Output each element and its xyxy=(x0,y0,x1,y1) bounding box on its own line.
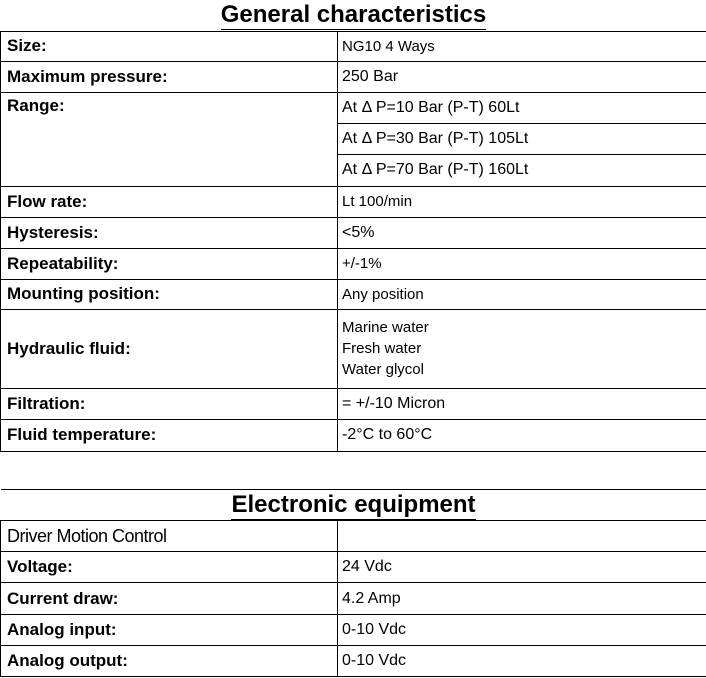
current-draw-value: 4.2 Amp xyxy=(338,583,706,615)
flow-rate-label: Flow rate: xyxy=(1,186,338,217)
size-label: Size: xyxy=(1,31,338,61)
filtration-value: = +/-10 Micron xyxy=(338,388,706,419)
range-value-2: At Δ P=30 Bar (P-T) 105Lt xyxy=(338,123,706,154)
size-value: NG10 4 Ways xyxy=(338,31,706,61)
mounting-label: Mounting position: xyxy=(1,279,338,309)
driver-label: Driver Motion Control xyxy=(1,521,338,552)
repeatability-label: Repeatability: xyxy=(1,248,338,279)
electronic-title: Electronic equipment xyxy=(1,490,706,521)
range-value-3: At Δ P=70 Bar (P-T) 160Lt xyxy=(338,154,706,186)
repeatability-value: +/-1% xyxy=(338,248,706,279)
general-title: General characteristics xyxy=(220,0,487,28)
voltage-value: 24 Vdc xyxy=(338,552,706,583)
analog-output-value: 0-10 Vdc xyxy=(338,646,706,677)
analog-input-value: 0-10 Vdc xyxy=(338,615,706,646)
hydraulic-fluid-label: Hydraulic fluid: xyxy=(1,309,338,388)
filtration-label: Filtration: xyxy=(1,388,338,419)
analog-output-label: Analog output: xyxy=(1,646,338,677)
range-label: Range: xyxy=(1,92,338,186)
voltage-label: Voltage: xyxy=(1,552,338,583)
hysteresis-value: <5% xyxy=(338,217,706,248)
mounting-value: Any position xyxy=(338,279,706,309)
fluid-temperature-value: -2°C to 60°C xyxy=(338,419,706,451)
electronic-equipment-table xyxy=(0,489,706,677)
analog-input-label: Analog input: xyxy=(1,615,338,646)
max-pressure-value: 250 Bar xyxy=(338,61,706,92)
current-draw-label: Current draw: xyxy=(1,583,338,615)
fluid-temperature-label: Fluid temperature: xyxy=(1,419,338,451)
fluid-item: Water glycol xyxy=(342,361,424,378)
driver-value xyxy=(338,521,706,552)
fluid-item: Marine water xyxy=(342,319,429,336)
hydraulic-fluid-values xyxy=(338,309,706,388)
hysteresis-label: Hysteresis: xyxy=(1,217,338,248)
range-value-1: At Δ P=10 Bar (P-T) 60Lt xyxy=(338,92,706,123)
flow-rate-value: Lt 100/min xyxy=(338,186,706,217)
max-pressure-label: Maximum pressure: xyxy=(1,61,338,92)
fluid-item: Fresh water xyxy=(342,340,422,357)
